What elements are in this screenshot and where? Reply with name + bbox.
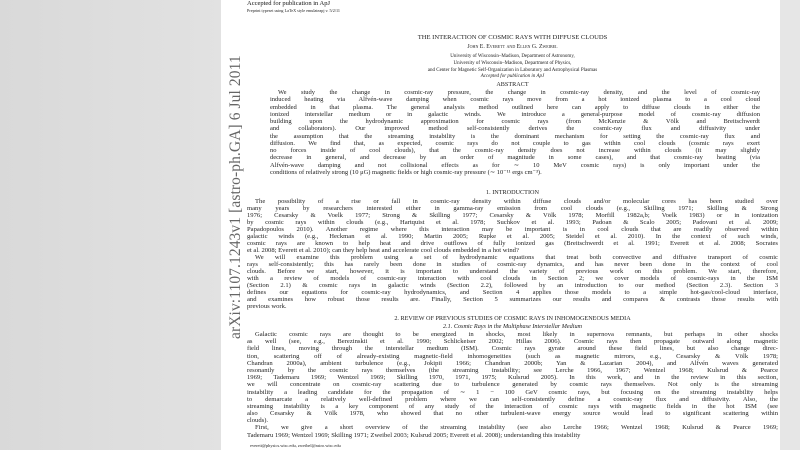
text-line: clouds. Before we start, however, it is important to understand the variety of previous work on this problem. We start, therefore, [247,267,778,275]
text-line: to demarcate a relatively well-defined problem where we can self-consistently define a cosmic-ray flux and diffusivity. Also, the [247,395,778,403]
accepted-note: Accepted for publication in ApJ [480,74,545,79]
text-line: 1969; Tademaru 1969; Wentzel 1969; Skilling 1970, 1971, 1975; Kulsrud 2005). In this work, and in the review in this section, [247,374,778,382]
section-1-body [247,198,778,310]
text-line: defines our equations for cosmic-ray hydrodynamics, and Section 4 applies those models to a simple hot-gas/cool-cloud interface, [247,288,778,296]
text-line: We will examine this problem using a set of hydrodynamic equations that treat both convective and diffusive transport of cosmic [255,253,778,261]
journal-status [247,0,330,7]
affiliation-line: University of Wisconsin–Madison, Department of Physics, [453,60,572,66]
text-line: First, we give a short overview of the streaming instability (see also Lerche 1966; Wentzel 1968; Kulsrud & Pearce 1969; [255,424,778,432]
journal-status-text: Accepted for publication in ApJ [247,0,331,7]
text-line: building upon the hydrodynamic approximation for cosmic rays (from McKenzie & Völk and Breitschwerdt [270,118,760,126]
text-line: embedded in that plasma. The general analysis method outlined here can apply to diffuse clouds in either the [270,103,760,111]
text-line: galactic winds (e.g., Heckman et al. 1990; Martin 2005; Rupke et al. 2005; Steidel et al. 2010). In the context of such winds, [247,232,778,240]
preprint-note: Preprint typeset using LaTeX style emulateapj v. 5/2/11 [247,8,341,13]
text-line: streaming instability is a key component of any study of the interaction of cosmic rays with magnetic fields in the hot ISM (see [247,402,778,410]
text-line: We study the change in cosmic-ray pressure, the change in cosmic-ray density, and the level of cosmic-ray [278,89,760,96]
text-line: decrease in general, and decrease by an order of magnitude in some cases), and that cosmic-ray heating (via [270,154,760,162]
abstract-heading: ABSTRACT [496,81,529,88]
text-line: Papadopoulos 2010). Another regime where this interaction may be important is in cool clouds that are readily observed within [247,225,778,233]
text-line: the assumption that the streaming instability is the dominant mechanism for setting the cosmic-ray flux and [270,132,760,140]
text-line: also Cesarsky & Völk 1978, who showed that no other turbulent-wave energy source would lead to significant scattering within [247,410,778,418]
text-line: and examines how robust those results are. Finally, Section 5 summarizes our results and compares & contrasts those results with [247,295,778,303]
text-line: Alfvén-wave damping and not collisional effects as for ∼ 10 MeV cosmic rays) is only important under the [270,161,760,169]
text-line: as well (see, e.g., Berezinskii et al. 1990; Schlickeiser 2002; Hillas 2006). Cosmic rays then propagate outward along magnetic [247,338,778,346]
section-2-1-heading: 2.1. Cosmic Rays in the Multiphase Interstellar Medium [442,323,583,330]
paper-page [221,0,780,450]
text-line: rays self-consistently; this has rarely been done in studies of cosmic-ray dynamics, and has never been done in the context of cool [247,260,778,268]
affiliation-line: University of Wisconsin–Madison, Department of Astronomy, [450,53,575,59]
text-line: Chandran 2000a), ambient turbulence (e.g., Jokipii 1966; Chandran 2000b; Yan & Lazarian 2004), and Alfvén waves generated [247,359,778,367]
text-line: Galactic cosmic rays are thought to be energized in shocks, most likely in supernova remnants, but perhaps in other shocks [255,331,778,338]
paper-title: THE INTERACTION OF COSMIC RAYS WITH DIFFUSE CLOUDS [417,34,608,41]
footnote: everett@physics.wisc.edu, zweibel@astro.wisc.edu [250,443,341,448]
text-line: no forces inside of cool clouds), that the cosmic-ray density does not increase within clouds (it may slightly [270,147,760,155]
text-line: field lines, moving through the interstellar medium (ISM). Cosmic rays gyrate around these field lines, but also change direc- [247,345,778,353]
section-1-heading: 1. INTRODUCTION [486,189,539,196]
affiliation-line: and Center for Magnetic Self-Organization in Laboratory and Astrophysical Plasmas [427,67,598,73]
text-line: ionized interstellar medium or in galactic winds. We introduce a general-purpose model of cosmic-ray diffusion [270,110,760,118]
text-line: (Section 2.1) & cosmic rays in galactic winds (Section 2.2), followed by an introduction to our method (Section 2.3). Section 3 [247,281,778,289]
text-line: many years by researchers interested either in gamma-ray emission from cool clouds (e.g., Skilling 1971; Skilling & Strong [247,204,778,212]
text-line: diffusion. We find that, as expected, cosmic rays do not couple to gas within cool clouds (cosmic rays exert [270,139,760,147]
text-line: 1976; Cesarsky & Voelk 1977; Strong & Skilling 1977; Cesarsky & Völk 1978; Morfill 1982a,b; Voelk 1983) or in ionization [247,211,778,219]
text-line: clouds). [247,417,269,425]
affiliations [247,53,778,74]
text-line: and collaborators). Our improved method self-consistently derives the cosmic-ray flux and diffusivity under [270,125,760,133]
arxiv-stamp: arXiv:1107.1243v1 [astro-ph.GA] 6 Jul 2011 [227,55,244,339]
text-line: tion, scattering off of already-existing magnetic-field inhomogeneities (such as magnetic mirrors, e.g., Cesarsky & Völk 1978; [247,352,778,360]
text-line: by cosmic rays within clouds (e.g., Hartquist et al. 1978; Suchkov et al. 1993; Padoan & Scalo 2005; Padovani et al. 2009; [247,218,778,226]
viewer-background [780,0,800,450]
text-line: Tademaru 1969; Wentzel 1969; Skilling 1971; Zweibel 2003; Kulsrud 2005; Everett et al. 2008); understanding this instability [247,431,581,439]
section-2-heading: 2. REVIEW OF PREVIOUS STUDIES OF COSMIC RAYS IN INHOMOGENEOUS MEDIA [394,315,631,322]
text-line: we will concentrate on cosmic-ray scattering due to turbulence generated by cosmic rays themselves. Not only is the streaming [247,381,778,389]
text-line: cosmic rays are known to help heat and drive outflows of fully ionized gas (Breitschwerdt et al. 1991; Everett et al. 2008; Socrates [247,239,778,247]
text-line: induced heating via Alfvén-wave damping when cosmic rays move from a hot ionized plasma to a cool cloud [270,96,760,104]
text-line: et al. 2008; Everett et al. 2010); can they help heat and accelerate cool clouds embedded in a hot wind? [247,246,519,254]
text-line: conditions of relatively strong (10 μG) magnetic fields or high cosmic-ray pressure (∼ 10⁻¹¹ ergs cm⁻³). [270,168,542,176]
authors: John E. Everett and Ellen G. Zweibel [467,44,558,50]
text-line: with a review of models of cosmic-ray interaction with cool clouds in Section 2; we cover models of cosmic-rays in the ISM [247,274,778,282]
text-line: previous work. [247,302,287,310]
section-2-body [247,331,778,439]
text-line: The possibility of a rise or fall in cosmic-ray density within diffuse clouds and/or molecular cores has been studied over [255,197,778,205]
text-line: resonantly by the cosmic rays themselves (the streaming instability; see Lerche 1966, 1967; Wentzel 1968; Kulsrud & Pearce [247,366,778,374]
text-line: instability a leading candidate for the propagation of ∼ 1 − 100 GeV cosmic rays, but focusing on the streaming instability helps [247,388,778,396]
abstract-body [270,89,760,176]
